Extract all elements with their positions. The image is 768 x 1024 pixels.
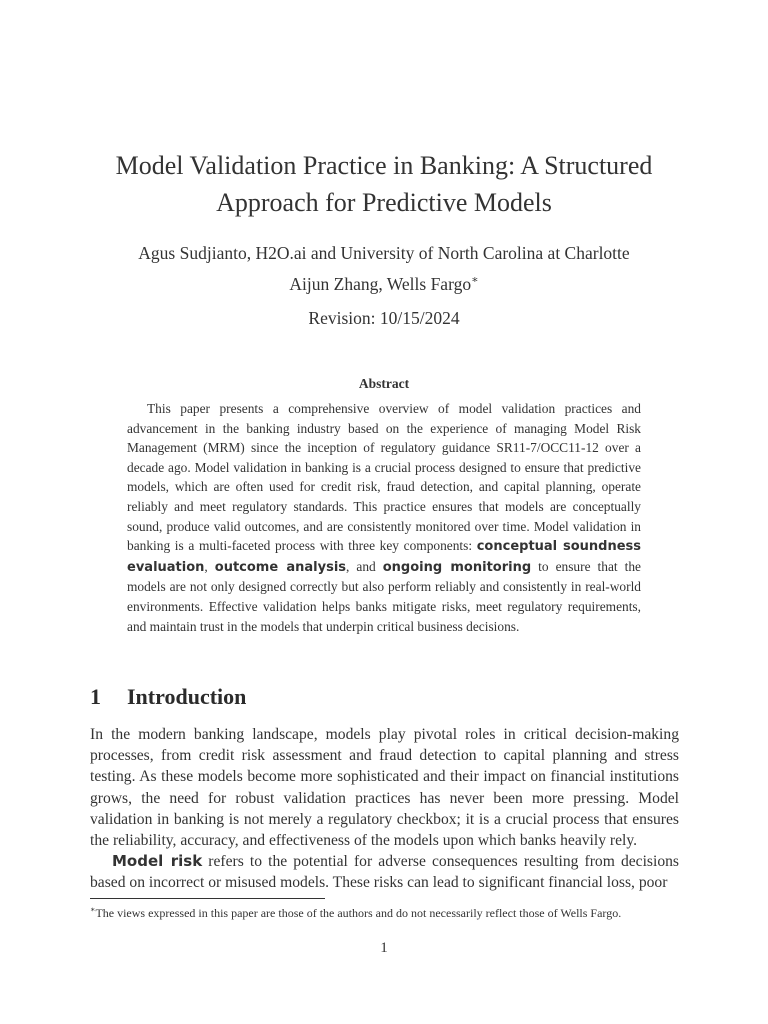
title-line-1: Model Validation Practice in Banking: A Structured bbox=[115, 151, 653, 180]
revision-date: Revision: 10/15/2024 bbox=[308, 308, 460, 328]
author-line-1: Agus Sudjianto, H2O.ai and University of North Carolina at Charlotte bbox=[138, 243, 630, 263]
intro-paragraph-2-text: refers to the potential for adverse consequences resulting from decisions based on incorrect or misused models. These risks can lead to significant financial loss, poor bbox=[90, 853, 679, 892]
abstract-separator-1: , bbox=[204, 558, 215, 574]
author-footnote-marker: ∗ bbox=[471, 274, 479, 286]
abstract-text-part-1: This paper presents a comprehensive overview of model validation practices and advancement in the banking industry based on the experience of managing Model Risk Management (MRM) since the inception of regulatory guidance SR11-7/OCC11-12 over a decade ago. Model validation in banking is a crucial process designed to ensure that predictive models, which are often used for credit risk, fraud detection, and capital planning, operate reliably and meet regulatory standards. This practice ensures that models are conceptually sound, produce valid outcomes, and are consistently monitored over time. Model validation in banking is a multi-faceted process with three key components: bbox=[127, 401, 641, 554]
model-risk-term: Model risk bbox=[112, 852, 203, 870]
author-line-2-text: Aijun Zhang, Wells Fargo bbox=[289, 273, 472, 294]
section-heading-introduction bbox=[90, 682, 246, 712]
abstract-body bbox=[127, 399, 641, 636]
abstract-keyword-ongoing-monitoring: ongoing monitoring bbox=[382, 559, 532, 575]
section-title: Introduction bbox=[127, 684, 247, 709]
author-line-2 bbox=[60, 267, 708, 298]
author-list bbox=[60, 240, 708, 298]
abstract-keyword-conceptual-soundness: conceptual soundness evaluation bbox=[127, 539, 641, 575]
footnote bbox=[90, 902, 679, 921]
footnote-text: The views expressed in this paper are those of the authors and do not necessarily reflect those of Wells Fargo. bbox=[95, 906, 622, 920]
title-line-2: Approach for Predictive Models bbox=[216, 188, 552, 217]
page-number: 1 bbox=[380, 940, 388, 956]
abstract-separator-2: , and bbox=[346, 558, 383, 574]
paper-title bbox=[80, 147, 688, 221]
abstract-keyword-outcome-analysis: outcome analysis bbox=[214, 559, 347, 575]
intro-paragraph-2 bbox=[90, 851, 679, 893]
abstract-text-part-2: to ensure that the models are not only designed correctly but also perform reliably and consistently in real-world environments. Effective validation helps banks mitigate risks, meet regulatory requirements, and maintain trust in the models that underpin critical business decisions. bbox=[127, 558, 641, 634]
intro-paragraph-1: In the modern banking landscape, models play pivotal roles in critical decision-making processes, from credit risk assessment and fraud detection to capital planning and stress testing. As these models become more sophisticated and their impact on financial institutions grows, the need for robust validation practices has never been more pressing. Model validation in banking is not merely a regulatory checkbox; it is a crucial process that ensures the reliability, accuracy, and effectiveness of the models upon which banks heavily rely. bbox=[90, 726, 679, 850]
footnote-marker: ∗ bbox=[90, 905, 96, 914]
abstract-heading: Abstract bbox=[358, 376, 410, 391]
footnote-divider bbox=[90, 898, 325, 899]
section-number: 1 bbox=[90, 684, 101, 709]
